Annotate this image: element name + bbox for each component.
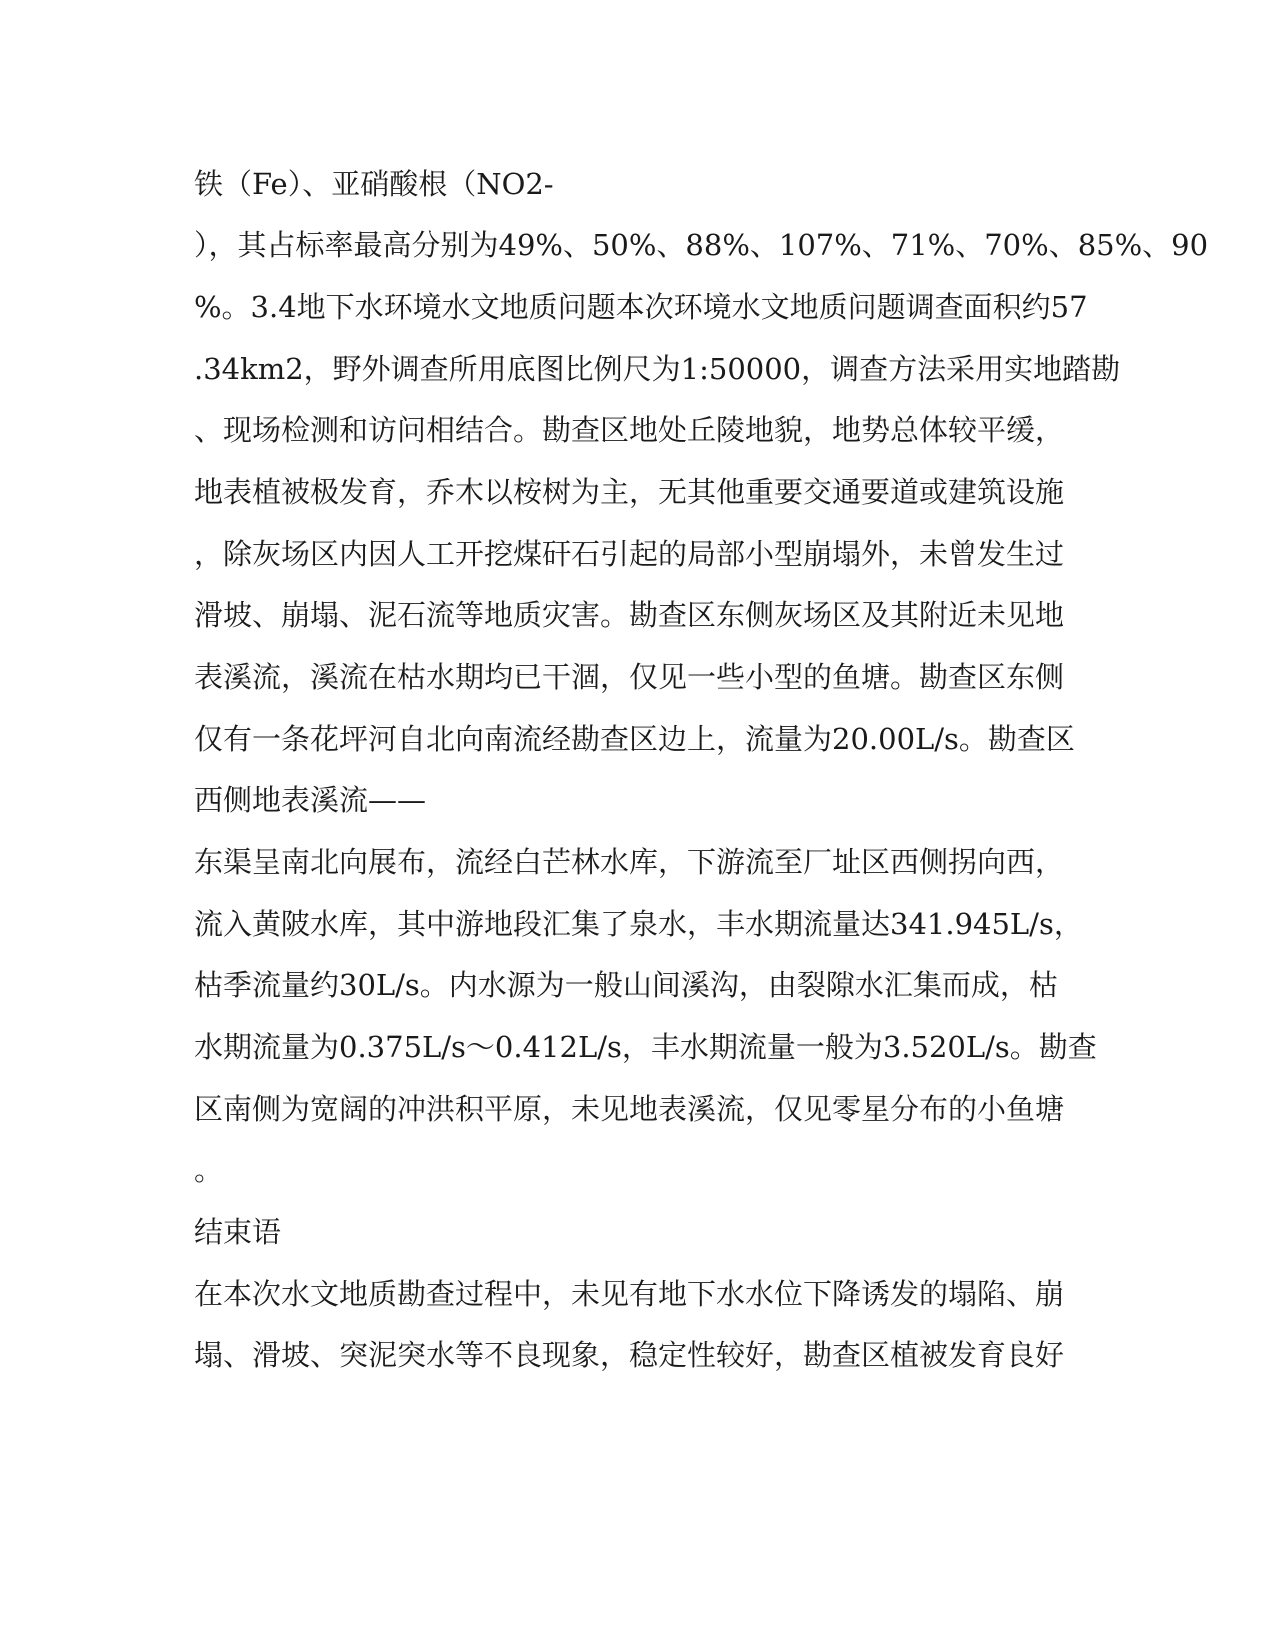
text-line-3: %。3.4地下水环境水文地质问题本次环境水文地质问题调查面积约57 — [194, 290, 1088, 324]
text-line-14: 枯季流量约30L/s。内水源为一般山间溪沟，由裂隙水汇集而成，枯 — [194, 968, 1058, 1002]
text-line-5: 、现场检测和访问相结合。勘查区地处丘陵地貌，地势总体较平缓， — [194, 413, 1065, 447]
text-line-4: .34km2，野外调查所用底图比例尺为1:50000，调查方法采用实地踏勘 — [194, 352, 1121, 386]
text-line-19: 在本次水文地质勘查过程中，未见有地下水水位下降诱发的塌陷、崩 — [194, 1277, 1065, 1311]
text-line-17: 。 — [194, 1153, 224, 1187]
text-line-20: 塌、滑坡、突泥突水等不良现象，稳定性较好，勘查区植被发育良好 — [194, 1338, 1065, 1372]
text-line-2: ），其占标率最高分别为49%、50%、88%、107%、71%、70%、85%、90 — [194, 228, 1209, 262]
text-line-12: 东渠呈南北向展布，流经白芒林水库，下游流至厂址区西侧拐向西， — [194, 845, 1065, 879]
text-line-9: 表溪流，溪流在枯水期均已干涸，仅见一些小型的鱼塘。勘查区东侧 — [194, 660, 1065, 694]
text-line-7: ，除灰场区内因人工开挖煤矸石引起的局部小型崩塌外，未曾发生过 — [194, 537, 1065, 571]
text-line-1: 铁（Fe）、亚硝酸根（NO2- — [194, 167, 554, 201]
text-line-11: 西侧地表溪流—— — [194, 783, 427, 817]
text-line-15: 水期流量为0.375L/s～0.412L/s，丰水期流量一般为3.520L/s。勘查 — [194, 1030, 1097, 1064]
text-line-6: 地表植被极发育，乔木以桉树为主，无其他重要交通要道或建筑设施 — [194, 475, 1065, 509]
text-line-8: 滑坡、崩塌、泥石流等地质灾害。勘查区东侧灰场区及其附近未见地 — [194, 598, 1065, 632]
text-line-10: 仅有一条花坪河自北向南流经勘查区边上，流量为20.00L/s。勘查区 — [194, 722, 1075, 756]
section-heading: 结束语 — [194, 1215, 282, 1249]
text-line-16: 区南侧为宽阔的冲洪积平原，未见地表溪流，仅见零星分布的小鱼塘 — [194, 1092, 1065, 1126]
text-line-13: 流入黄陂水库，其中游地段汇集了泉水，丰水期流量达341.945L/s， — [194, 907, 1083, 941]
